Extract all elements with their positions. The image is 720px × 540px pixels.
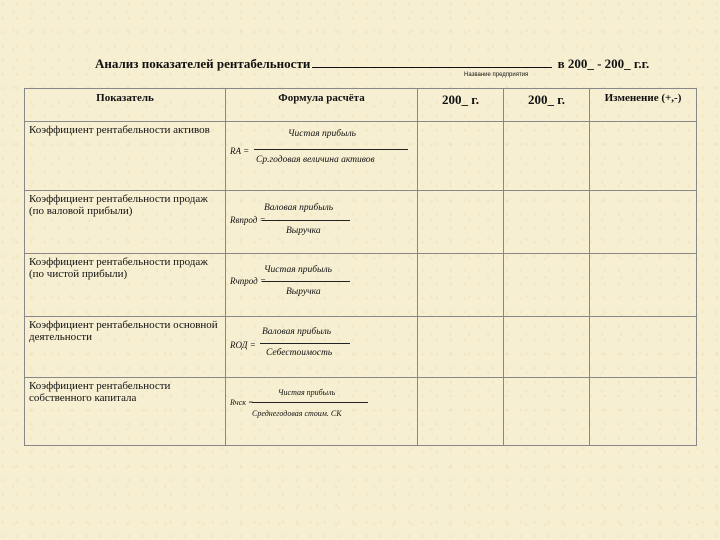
indicator-name: Коэффициент рентабельности продаж (по чистой прибыли) <box>25 254 226 317</box>
col-header-change: Изменение (+,-) <box>590 89 697 122</box>
table-row <box>25 191 697 254</box>
col-header-formula: Формула расчёта <box>226 89 418 122</box>
value-year-2[interactable] <box>504 254 590 317</box>
value-change[interactable] <box>590 254 697 317</box>
table-row <box>25 317 697 378</box>
value-year-1[interactable] <box>418 254 504 317</box>
value-year-1[interactable] <box>418 122 504 191</box>
formula-lhs: Rчск = <box>230 398 254 407</box>
formula-denominator: Выручка <box>286 287 321 297</box>
formula-cell <box>226 191 418 254</box>
formula-denominator: Себестоимость <box>266 348 333 358</box>
value-year-1[interactable] <box>418 191 504 254</box>
formula-lhs: Rчпрод = <box>230 276 267 286</box>
formula-lhs: RA = <box>230 146 250 156</box>
fraction-bar <box>254 149 408 150</box>
col-header-indicator: Показатель <box>25 89 226 122</box>
company-name-caption: Название предприятия <box>464 72 529 78</box>
formula-denominator: Ср.годовая величина активов <box>256 155 375 165</box>
table-row <box>25 378 697 446</box>
formula-numerator: Валовая прибыль <box>264 203 334 213</box>
company-name-blank <box>312 56 552 68</box>
value-year-2[interactable] <box>504 317 590 378</box>
value-year-2[interactable] <box>504 378 590 446</box>
value-year-1[interactable] <box>418 317 504 378</box>
formula-lhs: Rвпрод = <box>230 215 266 225</box>
fraction-bar <box>262 281 350 282</box>
formula-denominator: Среднегодовая стоим. СК <box>252 409 342 418</box>
formula-numerator: Валовая прибыль <box>262 327 332 337</box>
fraction-bar <box>252 402 368 403</box>
formula-cell <box>226 378 418 446</box>
value-change[interactable] <box>590 191 697 254</box>
value-year-1[interactable] <box>418 378 504 446</box>
fraction-bar <box>260 343 350 344</box>
document-title <box>95 56 695 72</box>
table-row <box>25 122 697 191</box>
table-row <box>25 254 697 317</box>
value-change[interactable] <box>590 122 697 191</box>
formula-cell <box>226 122 418 191</box>
indicator-name: Коэффициент рентабельности активов <box>25 122 226 191</box>
profitability-table <box>24 88 697 446</box>
formula-numerator: Чистая прибыль <box>288 129 356 139</box>
col-header-year-2: 200_ г. <box>504 89 590 122</box>
col-header-year-1: 200_ г. <box>418 89 504 122</box>
value-year-2[interactable] <box>504 191 590 254</box>
indicator-name: Коэффициент рентабельности собственного капитала <box>25 378 226 446</box>
formula-cell <box>226 317 418 378</box>
indicator-name: Коэффициент рентабельности основной деятельности <box>25 317 226 378</box>
formula-numerator: Чистая прибыль <box>264 265 332 275</box>
formula-denominator: Выручка <box>286 226 321 236</box>
indicator-name: Коэффициент рентабельности продаж (по валовой прибыли) <box>25 191 226 254</box>
value-change[interactable] <box>590 317 697 378</box>
formula-numerator: Чистая прибыль <box>278 388 336 397</box>
title-end: в 200_ - 200_ г.г. <box>557 56 650 71</box>
formula-cell <box>226 254 418 317</box>
value-year-2[interactable] <box>504 122 590 191</box>
formula-lhs: RОД = <box>230 340 256 350</box>
table-header-row <box>25 89 697 122</box>
value-change[interactable] <box>590 378 697 446</box>
fraction-bar <box>262 220 350 221</box>
title-start: Анализ показателей рентабельности <box>95 56 311 71</box>
